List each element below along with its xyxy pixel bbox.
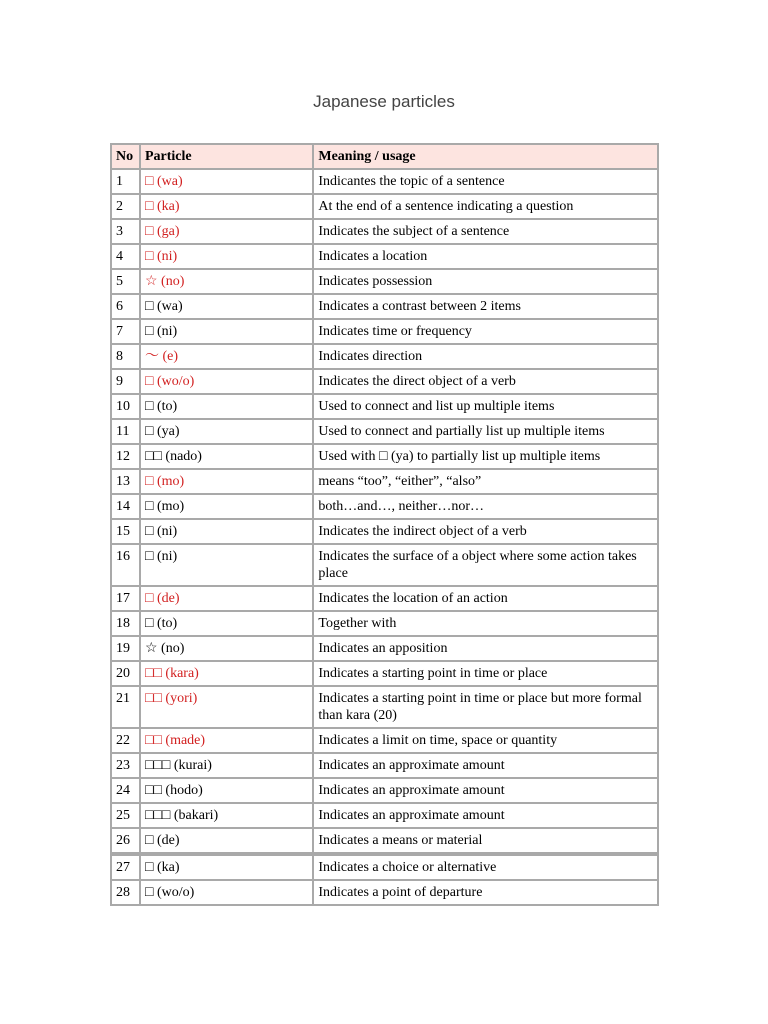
row-number: 19 — [111, 636, 140, 661]
particle-reading: (to) — [156, 399, 178, 414]
particle-reading: (ni) — [156, 249, 178, 264]
table-row — [111, 544, 658, 586]
particle-glyph: □ — [144, 174, 154, 189]
meaning-cell: Indicates the surface of a object where some action takes place — [313, 544, 658, 586]
particle-cell — [140, 369, 313, 394]
table-body — [111, 169, 658, 905]
table-row — [111, 344, 658, 369]
particle-glyph: ☆ — [144, 274, 158, 289]
row-number: 8 — [111, 344, 140, 369]
row-number: 4 — [111, 244, 140, 269]
meaning-cell: Indicates time or frequency — [313, 319, 658, 344]
particle-reading: (no) — [161, 641, 185, 656]
table-row — [111, 753, 658, 778]
particle-glyph: □□□ — [144, 808, 171, 823]
particle-reading: (mo) — [156, 499, 185, 514]
table-row — [111, 880, 658, 905]
meaning-cell: Indicates a limit on time, space or quantity — [313, 728, 658, 753]
particle-glyph: □ — [144, 424, 154, 439]
row-number: 26 — [111, 828, 140, 854]
particle-glyph: □ — [144, 591, 154, 606]
table-row — [111, 319, 658, 344]
particle-glyph: □□ — [144, 666, 162, 681]
row-number: 27 — [111, 854, 140, 880]
particle-cell — [140, 544, 313, 586]
meaning-cell: Indicates a means or material — [313, 828, 658, 854]
particle-reading: (de) — [156, 591, 180, 606]
table-row — [111, 444, 658, 469]
particle-reading: (hodo) — [165, 783, 203, 798]
row-number: 11 — [111, 419, 140, 444]
particle-cell — [140, 319, 313, 344]
row-number: 14 — [111, 494, 140, 519]
row-number: 12 — [111, 444, 140, 469]
table-row — [111, 611, 658, 636]
meaning-cell: Indicates a point of departure — [313, 880, 658, 905]
table-row — [111, 469, 658, 494]
table-row — [111, 519, 658, 544]
table-header-row — [111, 144, 658, 169]
meaning-cell: Indicates the direct object of a verb — [313, 369, 658, 394]
particles-table — [110, 143, 659, 906]
particle-glyph: □ — [144, 474, 154, 489]
table-row — [111, 169, 658, 194]
particle-cell — [140, 344, 313, 369]
particle-glyph: □□ — [144, 449, 162, 464]
particle-reading: (no) — [161, 274, 185, 289]
meaning-cell: Indicates a location — [313, 244, 658, 269]
particle-cell — [140, 828, 313, 854]
meaning-cell: both…and…, neither…nor… — [313, 494, 658, 519]
page-title: Japanese particles — [313, 92, 455, 111]
particle-glyph: □□ — [144, 691, 162, 706]
particle-cell — [140, 586, 313, 611]
particle-glyph: □ — [144, 885, 154, 900]
meaning-cell: Indicates a starting point in time or place — [313, 661, 658, 686]
particle-reading: (nado) — [165, 449, 202, 464]
meaning-cell: At the end of a sentence indicating a question — [313, 194, 658, 219]
table-row — [111, 828, 658, 854]
row-number: 6 — [111, 294, 140, 319]
particle-cell — [140, 269, 313, 294]
particle-reading: (yori) — [165, 691, 198, 706]
particle-reading: (ga) — [156, 224, 180, 239]
particle-cell — [140, 294, 313, 319]
meaning-cell: Indicates the indirect object of a verb — [313, 519, 658, 544]
meaning-cell: Together with — [313, 611, 658, 636]
particle-cell — [140, 494, 313, 519]
table-row — [111, 661, 658, 686]
particle-cell — [140, 444, 313, 469]
meaning-cell: means “too”, “either”, “also” — [313, 469, 658, 494]
particle-cell — [140, 169, 313, 194]
table-row — [111, 269, 658, 294]
row-number: 16 — [111, 544, 140, 586]
meaning-cell: Used to connect and list up multiple items — [313, 394, 658, 419]
particle-reading: (kurai) — [173, 758, 212, 773]
meaning-cell: Indicates direction — [313, 344, 658, 369]
particle-cell — [140, 753, 313, 778]
meaning-cell: Indicates a starting point in time or place but more formal than kara (20) — [313, 686, 658, 728]
table-row — [111, 854, 658, 880]
particle-cell — [140, 419, 313, 444]
particle-cell — [140, 803, 313, 828]
meaning-cell: Used with □ (ya) to partially list up multiple items — [313, 444, 658, 469]
particle-reading: (ka) — [156, 860, 180, 875]
particle-glyph: □□ — [144, 783, 162, 798]
particle-glyph: □ — [144, 616, 154, 631]
table-row — [111, 728, 658, 753]
particle-reading: (bakari) — [173, 808, 219, 823]
particle-reading: (made) — [165, 733, 206, 748]
particle-cell — [140, 728, 313, 753]
particle-reading: (wo/o) — [156, 374, 195, 389]
particle-cell — [140, 636, 313, 661]
particle-cell — [140, 686, 313, 728]
particle-glyph: □ — [144, 549, 154, 564]
meaning-cell: Indicates a choice or alternative — [313, 854, 658, 880]
particle-reading: (ni) — [156, 549, 178, 564]
particle-reading: (ni) — [156, 524, 178, 539]
particle-reading: (wo/o) — [156, 885, 195, 900]
particle-glyph: 〜 — [144, 349, 159, 364]
table-row — [111, 244, 658, 269]
meaning-cell: Indicates an approximate amount — [313, 803, 658, 828]
meaning-cell: Indicates the subject of a sentence — [313, 219, 658, 244]
row-number: 15 — [111, 519, 140, 544]
particle-glyph: □ — [144, 399, 154, 414]
particle-glyph: □ — [144, 524, 154, 539]
row-number: 20 — [111, 661, 140, 686]
table-row — [111, 294, 658, 319]
row-number: 13 — [111, 469, 140, 494]
particle-cell — [140, 778, 313, 803]
meaning-cell: Indicates an approximate amount — [313, 753, 658, 778]
particle-reading: (kara) — [165, 666, 199, 681]
table-row — [111, 219, 658, 244]
row-number: 5 — [111, 269, 140, 294]
particle-cell — [140, 194, 313, 219]
header-meaning: Meaning / usage — [313, 144, 658, 169]
table-row — [111, 394, 658, 419]
table-row — [111, 686, 658, 728]
particle-cell — [140, 219, 313, 244]
particle-glyph: □ — [144, 324, 154, 339]
meaning-cell: Indicates a contrast between 2 items — [313, 294, 658, 319]
particle-glyph: □ — [144, 249, 154, 264]
header-no: No — [111, 144, 140, 169]
particle-reading: (ya) — [156, 424, 180, 439]
table-row — [111, 586, 658, 611]
row-number: 24 — [111, 778, 140, 803]
table-row — [111, 419, 658, 444]
meaning-cell: Indicates an apposition — [313, 636, 658, 661]
row-number: 22 — [111, 728, 140, 753]
row-number: 2 — [111, 194, 140, 219]
particle-glyph: □□□ — [144, 758, 171, 773]
particle-reading: (ka) — [156, 199, 180, 214]
meaning-cell: Indicates possession — [313, 269, 658, 294]
particle-glyph: □ — [144, 499, 154, 514]
particle-reading: (to) — [156, 616, 178, 631]
table-row — [111, 803, 658, 828]
particle-cell — [140, 661, 313, 686]
particle-reading: (wa) — [156, 299, 183, 314]
row-number: 23 — [111, 753, 140, 778]
particle-cell — [140, 469, 313, 494]
particle-glyph: □ — [144, 860, 154, 875]
row-number: 1 — [111, 169, 140, 194]
particle-reading: (wa) — [156, 174, 183, 189]
table-row — [111, 194, 658, 219]
meaning-cell: Indicates the location of an action — [313, 586, 658, 611]
meaning-cell: Indicantes the topic of a sentence — [313, 169, 658, 194]
meaning-cell: Indicates an approximate amount — [313, 778, 658, 803]
row-number: 9 — [111, 369, 140, 394]
row-number: 17 — [111, 586, 140, 611]
particle-cell — [140, 519, 313, 544]
meaning-cell: Used to connect and partially list up multiple items — [313, 419, 658, 444]
table-row — [111, 494, 658, 519]
table-row — [111, 636, 658, 661]
header-particle: Particle — [140, 144, 313, 169]
particle-glyph: □ — [144, 833, 154, 848]
particle-cell — [140, 394, 313, 419]
particle-cell — [140, 611, 313, 636]
particle-cell — [140, 880, 313, 905]
particle-glyph: □ — [144, 299, 154, 314]
row-number: 25 — [111, 803, 140, 828]
table-row — [111, 369, 658, 394]
row-number: 10 — [111, 394, 140, 419]
particle-reading: (ni) — [156, 324, 178, 339]
particle-glyph: □ — [144, 374, 154, 389]
particle-glyph: □ — [144, 224, 154, 239]
particle-cell — [140, 854, 313, 880]
row-number: 28 — [111, 880, 140, 905]
particle-reading: (de) — [156, 833, 180, 848]
particle-reading: (e) — [162, 349, 179, 364]
particle-glyph: □□ — [144, 733, 162, 748]
row-number: 3 — [111, 219, 140, 244]
row-number: 7 — [111, 319, 140, 344]
particle-cell — [140, 244, 313, 269]
row-number: 21 — [111, 686, 140, 728]
table-row — [111, 778, 658, 803]
particle-glyph: ☆ — [144, 641, 158, 656]
particle-reading: (mo) — [156, 474, 185, 489]
particle-glyph: □ — [144, 199, 154, 214]
row-number: 18 — [111, 611, 140, 636]
